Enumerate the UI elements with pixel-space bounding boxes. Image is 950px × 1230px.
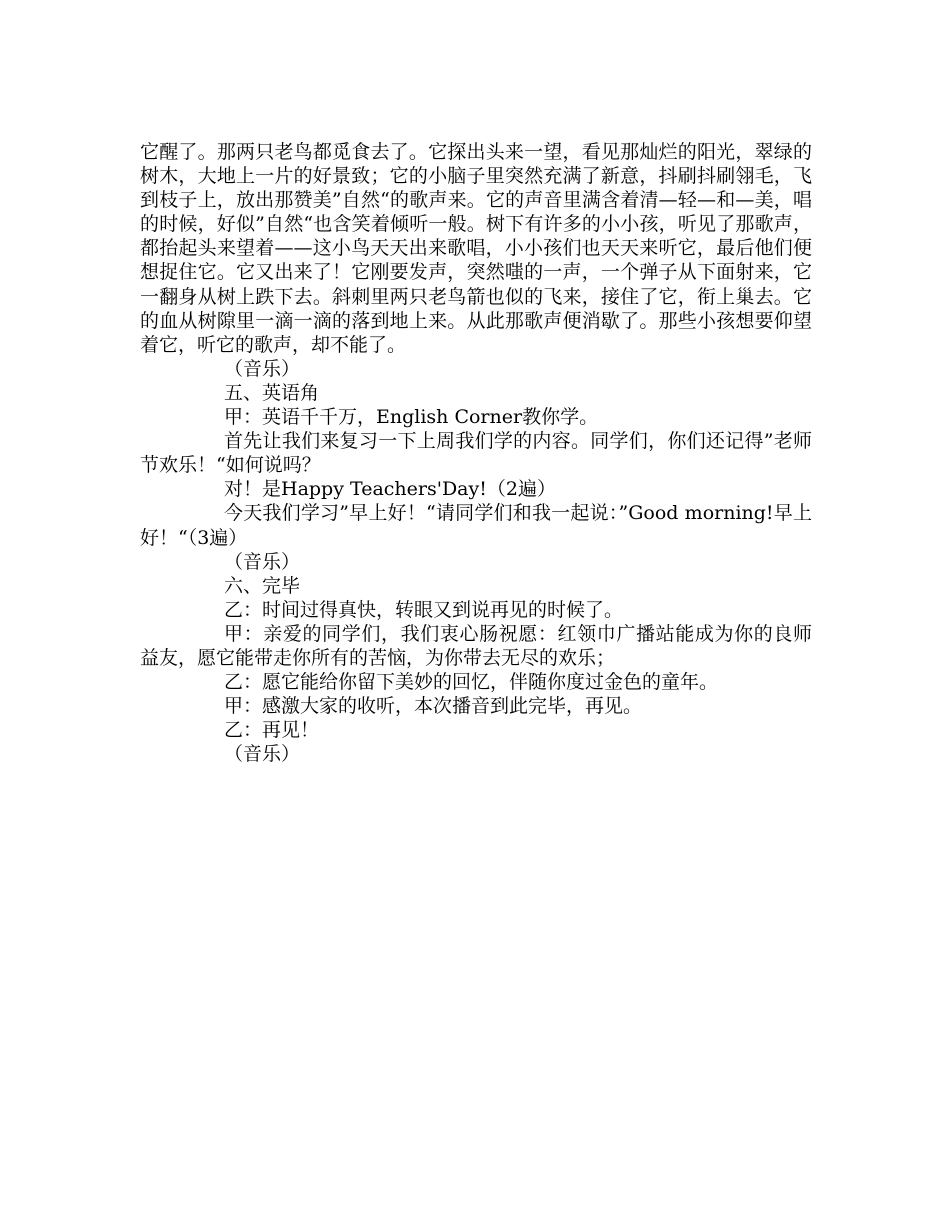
paragraph-story: 它醒了。那两只老鸟都觅食去了。它探出头来一望，看见那灿烂的阳光，翠绿的树木，大地上一片的好景致；它的小脑子里突然充满了新意，抖刷抖刷翎毛，飞到枝子上，放出那赞美”自然“的歌声来。它的声音里满含着清—轻—和—美，唱的时候，好似”自然“也含笑着倾听一般。树下有许多的小小孩，听见了那歌声，都抬起头来望着——这小鸟天天出来歌唱，小小孩们也天天来听它，最后他们便想捉住它。它又出来了！它刚要发声，突然嗤的一声，一个弹子从下面射来，它一翻身从树上跌下去。斜刺里两只老鸟箭也似的飞来，接住了它，衔上巢去。它的血从树隙里一滴一滴的落到地上来。从此那歌声便消歇了。那些小孩想要仰望着它，听它的歌声，却不能了。 [140,141,812,356]
section-heading-ending: 六、完毕 [224,574,301,597]
paragraph-music-cue: （音乐） [224,743,301,766]
paragraph-line: 首先让我们来复习一下上周我们学的内容。同学们，你们还记得”老师节欢乐！“如何说吗？ [140,430,812,477]
document-page [140,140,812,766]
paragraph-music-cue: （音乐） [224,550,301,573]
paragraph-line: 乙：愿它能给你留下美妙的回忆，伴随你度过金色的童年。 [224,671,719,694]
section-heading-english-corner: 五、英语角 [224,381,320,404]
paragraph-line: 乙：时间过得真快，转眼又到说再见的时候了。 [224,598,624,621]
paragraph-line: 今天我们学习”早上好！“请同学们和我一起说：”Good morning!早上好！“（3遍） [140,502,812,549]
paragraph-line: 甲：英语千千万，English Corner教你学。 [224,406,599,429]
paragraph-line: 对！是Happy Teachers'Day!（2遍） [224,478,556,501]
paragraph-line: 甲：亲爱的同学们，我们衷心肠祝愿：红领巾广播站能成为你的良师益友，愿它能带走你所有的苦恼，为你带去无尽的欢乐； [140,622,812,669]
paragraph-music-cue: （音乐） [224,357,301,380]
paragraph-line: 乙：再见！ [224,719,320,742]
paragraph-line: 甲：感激大家的收听，本次播音到此完毕，再见。 [224,695,643,718]
